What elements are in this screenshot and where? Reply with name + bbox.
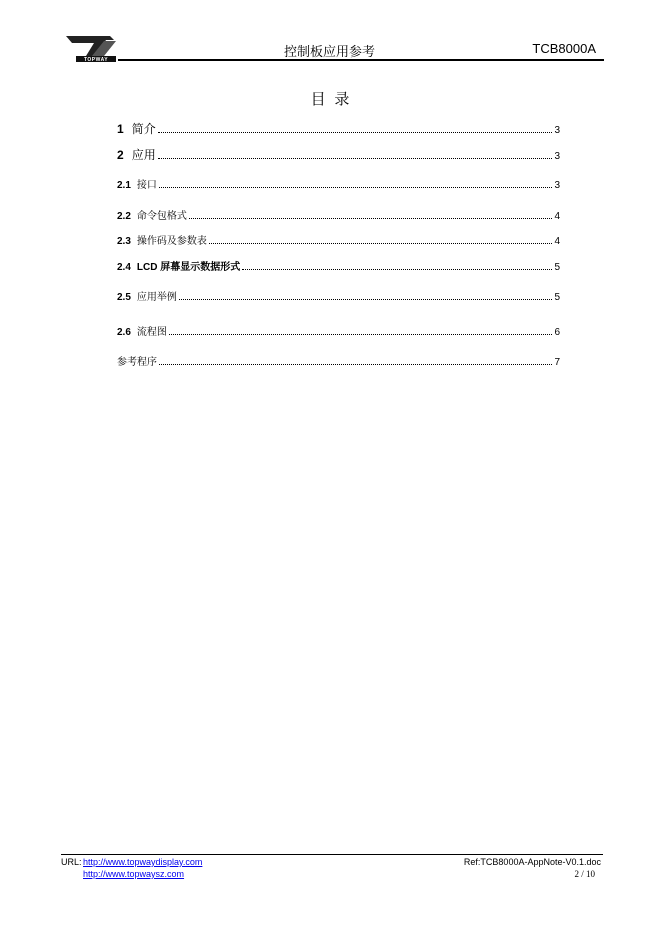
toc-entry-reference-program[interactable] bbox=[117, 353, 560, 368]
toc-leader bbox=[158, 158, 553, 159]
document-reference: Ref:TCB8000A-AppNote-V0.1.doc bbox=[463, 857, 601, 867]
toc-entry-number: 2.4 bbox=[117, 262, 131, 273]
toc-entry-page: 5 bbox=[554, 262, 560, 273]
toc-entry-opcodes[interactable] bbox=[117, 232, 560, 247]
toc-entry-label: 参考程序 bbox=[117, 357, 157, 368]
toc-entry-label: 应用 bbox=[131, 148, 156, 162]
toc-entry-page: 4 bbox=[554, 211, 560, 222]
toc-leader bbox=[169, 334, 553, 335]
toc-leader bbox=[209, 243, 553, 244]
toc-entry-label: 命令包格式 bbox=[136, 211, 187, 222]
url-label: URL: bbox=[61, 857, 82, 867]
footer-divider bbox=[61, 854, 603, 855]
toc-leader bbox=[159, 187, 553, 188]
toc-entry-number: 2.6 bbox=[117, 327, 131, 338]
toc-entry-command-format[interactable] bbox=[117, 207, 560, 222]
toc-entry-number: 2.2 bbox=[117, 211, 131, 222]
page-number: 2 / 10 bbox=[574, 869, 595, 879]
document-title: 控制板应用参考 bbox=[284, 44, 376, 59]
toc-entry-page: 5 bbox=[554, 292, 560, 303]
toc-leader bbox=[242, 269, 552, 270]
page-header bbox=[62, 28, 604, 62]
toc-entry-page: 3 bbox=[554, 180, 560, 191]
toc-entry-label: 应用举例 bbox=[136, 292, 177, 303]
website-link-secondary[interactable]: http://www.topwaysz.com bbox=[83, 869, 185, 879]
toc-entry-page: 3 bbox=[554, 151, 560, 162]
toc-leader bbox=[158, 132, 553, 133]
toc-entry-label: 操作码及参数表 bbox=[136, 236, 207, 247]
toc-leader bbox=[159, 364, 552, 365]
toc-entry-page: 7 bbox=[554, 357, 560, 368]
toc-entry-page: 4 bbox=[554, 236, 560, 247]
toc-entry-lcd-display[interactable] bbox=[117, 258, 560, 273]
svg-text:TOPWAY: TOPWAY bbox=[83, 57, 109, 62]
toc-entry-number: 2 bbox=[117, 148, 124, 162]
toc-entry-intro[interactable] bbox=[117, 120, 560, 137]
toc-entry-number: 1 bbox=[117, 122, 124, 136]
header-divider bbox=[118, 59, 604, 61]
toc-entry-number: 2.3 bbox=[117, 236, 131, 247]
toc-entry-label: 流程图 bbox=[136, 327, 167, 338]
website-link-primary[interactable]: http://www.topwaydisplay.com bbox=[83, 857, 203, 867]
toc-entry-label: 接口 bbox=[136, 180, 157, 191]
toc-leader bbox=[179, 299, 553, 300]
model-number: TCB8000A bbox=[532, 41, 596, 56]
toc-leader bbox=[189, 218, 553, 219]
toc-entry-page: 3 bbox=[554, 125, 560, 136]
toc-entry-interface[interactable] bbox=[117, 176, 560, 191]
toc-entry-number: 2.5 bbox=[117, 292, 131, 303]
toc-entry-number: 2.1 bbox=[117, 180, 131, 191]
toc-entry-examples[interactable] bbox=[117, 288, 560, 303]
toc-entry-label: LCD 屏幕显示数据形式 bbox=[136, 262, 241, 273]
topway-logo bbox=[64, 32, 118, 62]
toc-entry-label: 简介 bbox=[131, 122, 156, 136]
toc-entry-flowchart[interactable] bbox=[117, 323, 560, 338]
toc-entry-page: 6 bbox=[554, 327, 560, 338]
toc-entry-application[interactable] bbox=[117, 146, 560, 163]
toc-heading: 目 录 bbox=[310, 90, 352, 108]
